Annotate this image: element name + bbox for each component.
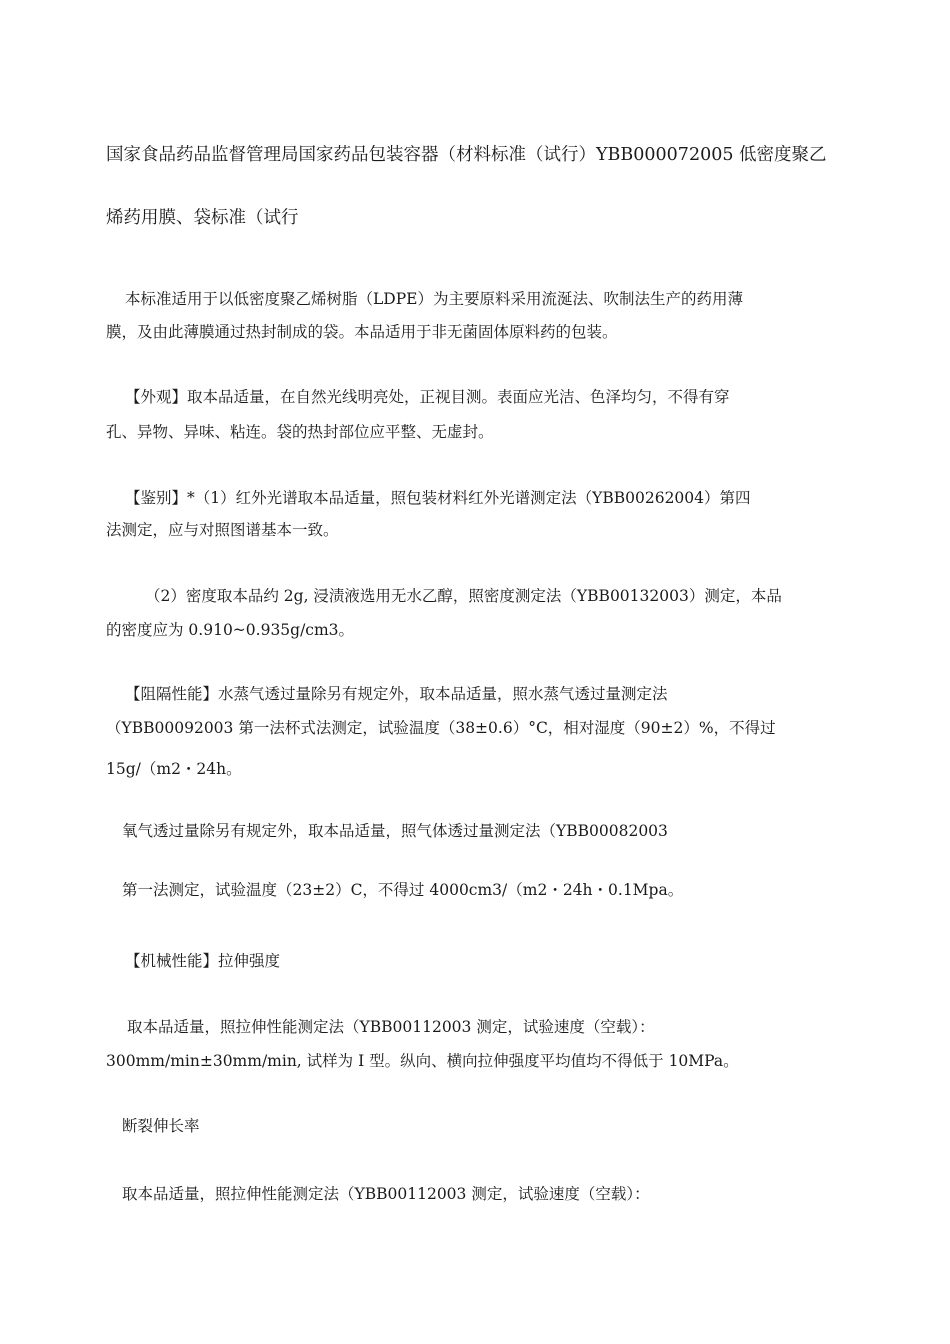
tensile-line-1: 取本品适量，照拉伸性能测定法（YBB00112003 测定，试验速度（空载）：	[127, 1018, 655, 1036]
appearance-line-1: 【外观】取本品适量，在自然光线明亮处，正视目测。表面应光洁、色泽均匀，不得有穿	[125, 388, 730, 406]
oxygen-line-2: 第一法测定，试验温度（23±2）C，不得过 4000cm3/（m2・24h・0.1Mpa。	[122, 881, 684, 899]
density-line-2: 的密度应为 0.910~0.935g/cm3。	[106, 621, 355, 639]
density-line-1: （2）密度取本品约 2g, 浸渍液选用无水乙醇，照密度测定法（YBB00132003）测定，本品	[145, 587, 782, 605]
title-line-1: 国家食品药品监督管理局国家药品包装容器（材料标准（试行）YBB000072005 低密度聚乙	[106, 145, 827, 165]
tensile-line-2: 300mm/min±30mm/min, 试样为 I 型。纵向、横向拉伸强度平均值均不得低于 10MPa。	[106, 1052, 739, 1070]
elongation-heading: 断裂伸长率	[122, 1117, 200, 1135]
oxygen-line-1: 氧气透过量除另有规定外，取本品适量，照气体透过量测定法（YBB00082003	[122, 822, 668, 840]
identification-line-1: 【鉴别】*（1）红外光谱取本品适量，照包装材料红外光谱测定法（YBB00262004）第四	[125, 489, 751, 507]
scope-line-1: 本标准适用于以低密度聚乙烯树脂（LDPE）为主要原料采用流涎法、吹制法生产的药用薄	[125, 290, 743, 308]
elongation-line-1: 取本品适量，照拉伸性能测定法（YBB00112003 测定，试验速度（空载）：	[122, 1185, 650, 1203]
barrier-line-2: （YBB00092003 第一法杯式法测定，试验温度（38±0.6）°C，相对湿度（90±2）%，不得过	[106, 719, 776, 737]
title-line-2: 烯药用膜、袋标准（试行	[106, 208, 299, 228]
mechanical-heading: 【机械性能】拉伸强度	[125, 952, 281, 970]
scope-line-2: 膜，及由此薄膜通过热封制成的袋。本品适用于非无菌固体原料药的包装。	[106, 323, 618, 341]
identification-line-2: 法测定，应与对照图谱基本一致。	[106, 521, 339, 539]
barrier-line-1: 【阻隔性能】水蒸气透过量除另有规定外，取本品适量，照水蒸气透过量测定法	[125, 685, 668, 703]
barrier-line-3: 15g/（m2・24h。	[106, 760, 242, 778]
appearance-line-2: 孔、异物、异味、粘连。袋的热封部位应平整、无虚封。	[106, 423, 494, 441]
